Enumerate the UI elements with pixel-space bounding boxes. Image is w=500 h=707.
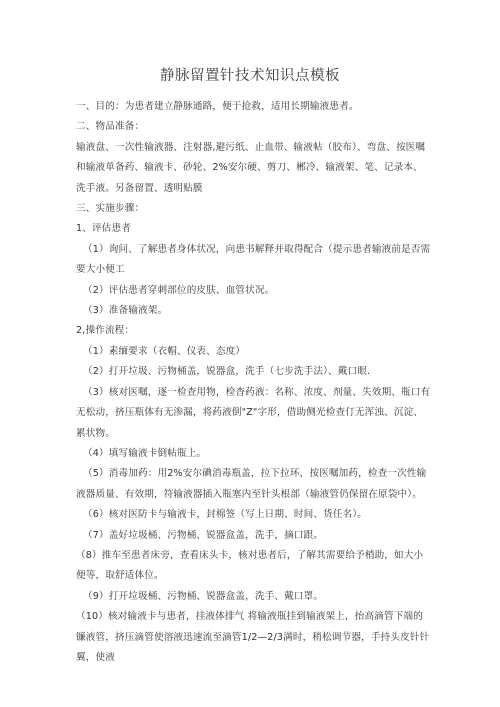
paragraph-step-item: （10）核对输液卡与患者，挂液体排气 将输液瓶挂到输液架上，抬高滴管下端的镰液管，挤压滴管使溶液迅速流至滴管1/2—2/3满时，稍松调节器，手持头皮针针翼，使液 <box>76 611 430 663</box>
paragraph-assess-patient: 1、评估患者 <box>76 223 131 235</box>
document-body <box>76 97 431 668</box>
paragraph-heading-supplies: 二、物品准备： <box>76 121 145 133</box>
paragraph-step-item: （5）消毒加药：用2%安尔碘消毒瓶盖，拉下拉环，按医嘱加药，检查一次性输液器质量、有效期，符输液器插入瓶塞内至针头根部（输液管仍保留在原袋中）。 <box>76 468 427 500</box>
paragraph-step-item: （3）准备输液架。 <box>83 305 168 317</box>
paragraph-procedure-heading: 2,操作流程： <box>76 325 135 337</box>
paragraph-step-item: （2）评估患者穿刺部位的皮肤、血管状况。 <box>83 284 275 296</box>
paragraph-heading-steps: 三、实施步骤： <box>76 203 145 215</box>
paragraph-step-item: （9）打开垃圾桶、污物桶、锐器盒盖，洗手、戴口罩。 <box>83 590 324 602</box>
paragraph-step-item: （1）询问、了解患者身体状况，向患书解释并取得配合（提示患者输液前是否需要大小便工 <box>76 243 431 276</box>
paragraph-step-item: （4）填写输液卡倒帖瓶上。 <box>83 447 207 459</box>
paragraph-step-item: （3）核对医嘱，逐一检查用物，检杳药液：名称、浓度、剂量、失效期、瓶口有无松动，挤压瓶体有无渗漏，将药液倒"Z"字形，借助侧光检查仃无浑浊、沉淀、累状物。 <box>76 386 431 439</box>
paragraph-step-item: （7）盖好垃圾桶、污物桶、锐器盒盖，洗手，摘口跟。 <box>83 529 324 541</box>
paragraph-step-item: （2）打开垃圾、污物桶盖，锐器盒，洗手（七步洗手法）、戴口眼. <box>83 366 371 378</box>
paragraph-step-item: （1）素缅要求（衣帽、仪表、态度） <box>83 345 246 357</box>
paragraph-step-item: （8）推车至患者床旁，查看床头卡，核对患者后，了解其需要给予梢助，如大小便等，取舒适体位。 <box>76 549 424 582</box>
paragraph-purpose: 一、目的：为患者建立静脉通路，便于抢救，适用长期输液患者。 <box>76 101 359 112</box>
paragraph-supplies-list: 输液盘、一次性输液器、注射器,避污纸、止血带、输液帖（胶布）、弯盘、按医嘱和输液单备药、输液卡、砂轮、2%安尔硬、剪刀、郴冷、输液架、笔、记录本、洗手液。另备留置、透明贴膜 <box>76 141 426 194</box>
page-title: 静脉留置针技术知识点模板 <box>160 68 340 84</box>
paragraph-step-item: （6）核对医防卡与输液卡，封棉签（写上日期、时间、货任名）。 <box>83 509 368 521</box>
